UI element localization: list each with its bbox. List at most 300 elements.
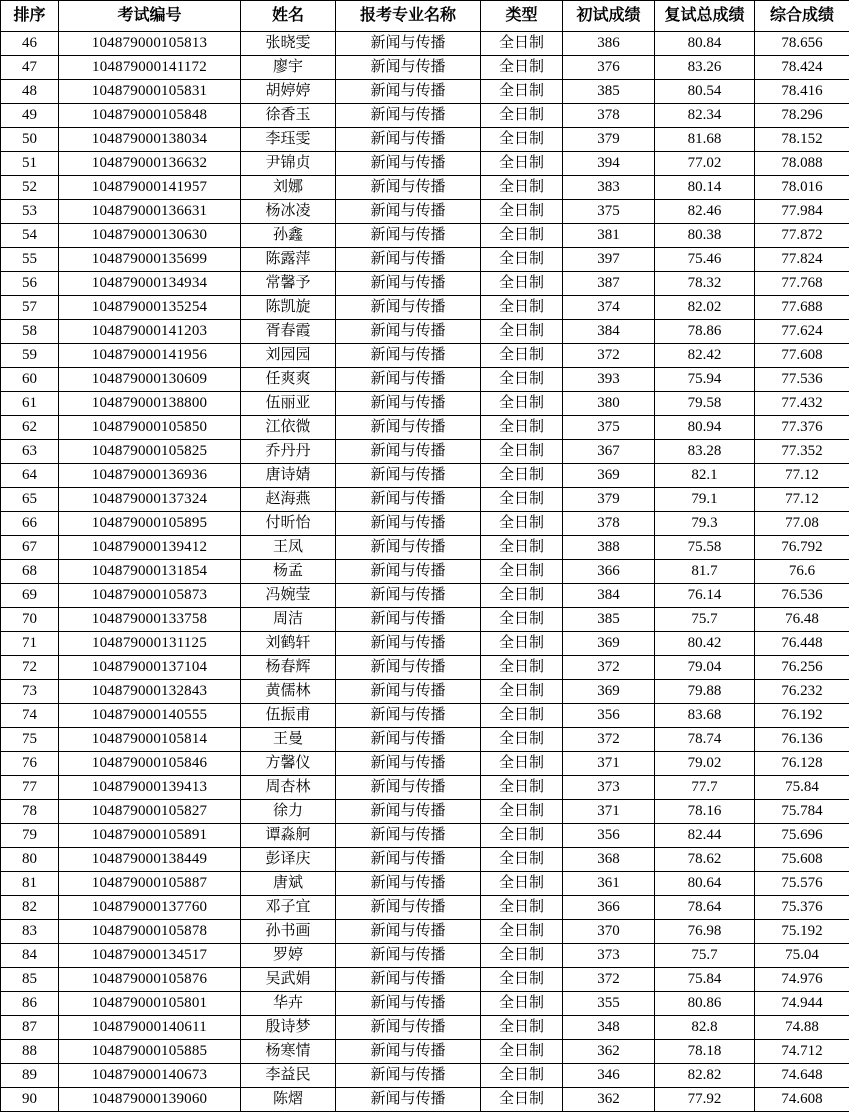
cell-exam-number: 104879000141956 — [59, 344, 241, 368]
cell-preliminary-score: 372 — [563, 344, 655, 368]
cell-total-score: 75.192 — [755, 920, 849, 944]
cell-preliminary-score: 368 — [563, 848, 655, 872]
cell-type: 全日制 — [481, 968, 563, 992]
cell-name: 吴武娟 — [241, 968, 336, 992]
cell-preliminary-score: 346 — [563, 1064, 655, 1088]
cell-total-score: 77.08 — [755, 512, 849, 536]
table-row — [1, 536, 849, 560]
cell-major: 新闻与传播 — [336, 704, 481, 728]
cell-rank: 55 — [1, 248, 59, 272]
cell-preliminary-score: 373 — [563, 944, 655, 968]
cell-retest-score: 81.68 — [655, 128, 755, 152]
cell-preliminary-score: 356 — [563, 704, 655, 728]
cell-type: 全日制 — [481, 632, 563, 656]
cell-name: 黄儒林 — [241, 680, 336, 704]
cell-total-score: 76.192 — [755, 704, 849, 728]
cell-preliminary-score: 387 — [563, 272, 655, 296]
cell-name: 谭淼舸 — [241, 824, 336, 848]
cell-exam-number: 104879000105850 — [59, 416, 241, 440]
table-row — [1, 896, 849, 920]
cell-rank: 66 — [1, 512, 59, 536]
cell-total-score: 74.88 — [755, 1016, 849, 1040]
cell-preliminary-score: 397 — [563, 248, 655, 272]
cell-retest-score: 83.28 — [655, 440, 755, 464]
cell-major: 新闻与传播 — [336, 512, 481, 536]
cell-rank: 90 — [1, 1088, 59, 1112]
cell-name: 王曼 — [241, 728, 336, 752]
cell-major: 新闻与传播 — [336, 728, 481, 752]
table-row — [1, 944, 849, 968]
cell-total-score: 77.872 — [755, 224, 849, 248]
cell-preliminary-score: 375 — [563, 200, 655, 224]
cell-name: 胡婷婷 — [241, 80, 336, 104]
cell-retest-score: 82.1 — [655, 464, 755, 488]
cell-rank: 72 — [1, 656, 59, 680]
cell-name: 刘鹤轩 — [241, 632, 336, 656]
cell-total-score: 74.712 — [755, 1040, 849, 1064]
cell-type: 全日制 — [481, 848, 563, 872]
cell-exam-number: 104879000139060 — [59, 1088, 241, 1112]
cell-type: 全日制 — [481, 272, 563, 296]
cell-total-score: 74.648 — [755, 1064, 849, 1088]
table-row — [1, 728, 849, 752]
cell-preliminary-score: 393 — [563, 368, 655, 392]
cell-rank: 82 — [1, 896, 59, 920]
cell-rank: 87 — [1, 1016, 59, 1040]
cell-rank: 52 — [1, 176, 59, 200]
cell-exam-number: 104879000134517 — [59, 944, 241, 968]
table-row — [1, 296, 849, 320]
cell-total-score: 74.944 — [755, 992, 849, 1016]
cell-rank: 76 — [1, 752, 59, 776]
cell-type: 全日制 — [481, 296, 563, 320]
cell-name: 伍振甫 — [241, 704, 336, 728]
cell-exam-number: 104879000141957 — [59, 176, 241, 200]
cell-type: 全日制 — [481, 776, 563, 800]
cell-rank: 63 — [1, 440, 59, 464]
table-row — [1, 776, 849, 800]
cell-total-score: 76.256 — [755, 656, 849, 680]
cell-total-score: 75.376 — [755, 896, 849, 920]
cell-name: 杨冰凌 — [241, 200, 336, 224]
cell-preliminary-score: 348 — [563, 1016, 655, 1040]
cell-preliminary-score: 361 — [563, 872, 655, 896]
cell-major: 新闻与传播 — [336, 416, 481, 440]
cell-exam-number: 104879000133758 — [59, 608, 241, 632]
cell-preliminary-score: 366 — [563, 560, 655, 584]
cell-major: 新闻与传播 — [336, 896, 481, 920]
cell-type: 全日制 — [481, 896, 563, 920]
table-row — [1, 1040, 849, 1064]
cell-total-score: 75.04 — [755, 944, 849, 968]
table-row — [1, 512, 849, 536]
cell-exam-number: 104879000105895 — [59, 512, 241, 536]
cell-major: 新闻与传播 — [336, 368, 481, 392]
cell-name: 周杏林 — [241, 776, 336, 800]
cell-exam-number: 104879000141172 — [59, 56, 241, 80]
cell-name: 刘娜 — [241, 176, 336, 200]
cell-exam-number: 104879000134934 — [59, 272, 241, 296]
cell-rank: 78 — [1, 800, 59, 824]
cell-type: 全日制 — [481, 488, 563, 512]
cell-exam-number: 104879000137760 — [59, 896, 241, 920]
cell-type: 全日制 — [481, 536, 563, 560]
cell-type: 全日制 — [481, 440, 563, 464]
cell-type: 全日制 — [481, 128, 563, 152]
cell-retest-score: 78.32 — [655, 272, 755, 296]
cell-exam-number: 104879000105846 — [59, 752, 241, 776]
table-row — [1, 992, 849, 1016]
table-row — [1, 392, 849, 416]
cell-exam-number: 104879000105848 — [59, 104, 241, 128]
table-row — [1, 224, 849, 248]
table-row — [1, 56, 849, 80]
cell-name: 伍丽亚 — [241, 392, 336, 416]
cell-retest-score: 80.38 — [655, 224, 755, 248]
cell-retest-score: 80.64 — [655, 872, 755, 896]
cell-preliminary-score: 366 — [563, 896, 655, 920]
cell-rank: 74 — [1, 704, 59, 728]
cell-total-score: 74.608 — [755, 1088, 849, 1112]
cell-exam-number: 104879000105885 — [59, 1040, 241, 1064]
cell-major: 新闻与传播 — [336, 656, 481, 680]
cell-total-score: 77.768 — [755, 272, 849, 296]
cell-retest-score: 80.84 — [655, 32, 755, 56]
cell-retest-score: 80.54 — [655, 80, 755, 104]
cell-major: 新闻与传播 — [336, 272, 481, 296]
cell-total-score: 78.016 — [755, 176, 849, 200]
cell-major: 新闻与传播 — [336, 440, 481, 464]
cell-type: 全日制 — [481, 176, 563, 200]
cell-preliminary-score: 355 — [563, 992, 655, 1016]
cell-name: 周洁 — [241, 608, 336, 632]
cell-retest-score: 83.68 — [655, 704, 755, 728]
cell-exam-number: 104879000105887 — [59, 872, 241, 896]
table-row — [1, 320, 849, 344]
cell-total-score: 76.48 — [755, 608, 849, 632]
cell-name: 孙书画 — [241, 920, 336, 944]
table-row — [1, 632, 849, 656]
cell-type: 全日制 — [481, 944, 563, 968]
table-row — [1, 488, 849, 512]
cell-name: 任爽爽 — [241, 368, 336, 392]
cell-rank: 61 — [1, 392, 59, 416]
cell-major: 新闻与传播 — [336, 752, 481, 776]
cell-name: 陈熠 — [241, 1088, 336, 1112]
cell-name: 尹锦贞 — [241, 152, 336, 176]
cell-retest-score: 82.82 — [655, 1064, 755, 1088]
cell-retest-score: 82.34 — [655, 104, 755, 128]
cell-retest-score: 75.84 — [655, 968, 755, 992]
table-row — [1, 32, 849, 56]
cell-retest-score: 82.02 — [655, 296, 755, 320]
cell-name: 杨寒情 — [241, 1040, 336, 1064]
cell-name: 李珏雯 — [241, 128, 336, 152]
cell-retest-score: 79.88 — [655, 680, 755, 704]
cell-rank: 49 — [1, 104, 59, 128]
cell-preliminary-score: 375 — [563, 416, 655, 440]
cell-major: 新闻与传播 — [336, 992, 481, 1016]
cell-rank: 81 — [1, 872, 59, 896]
cell-rank: 65 — [1, 488, 59, 512]
cell-exam-number: 104879000140555 — [59, 704, 241, 728]
cell-retest-score: 82.8 — [655, 1016, 755, 1040]
cell-retest-score: 80.86 — [655, 992, 755, 1016]
cell-retest-score: 77.7 — [655, 776, 755, 800]
cell-preliminary-score: 369 — [563, 632, 655, 656]
cell-name: 付昕怡 — [241, 512, 336, 536]
cell-exam-number: 104879000105891 — [59, 824, 241, 848]
cell-preliminary-score: 374 — [563, 296, 655, 320]
table-row — [1, 560, 849, 584]
cell-preliminary-score: 372 — [563, 656, 655, 680]
table-row — [1, 584, 849, 608]
cell-major: 新闻与传播 — [336, 80, 481, 104]
cell-rank: 85 — [1, 968, 59, 992]
cell-retest-score: 82.44 — [655, 824, 755, 848]
cell-type: 全日制 — [481, 728, 563, 752]
cell-rank: 84 — [1, 944, 59, 968]
table-row — [1, 440, 849, 464]
cell-total-score: 75.784 — [755, 800, 849, 824]
cell-retest-score: 79.04 — [655, 656, 755, 680]
cell-rank: 56 — [1, 272, 59, 296]
cell-preliminary-score: 362 — [563, 1088, 655, 1112]
cell-retest-score: 75.94 — [655, 368, 755, 392]
cell-total-score: 77.12 — [755, 488, 849, 512]
cell-rank: 53 — [1, 200, 59, 224]
cell-total-score: 77.984 — [755, 200, 849, 224]
cell-rank: 47 — [1, 56, 59, 80]
cell-rank: 67 — [1, 536, 59, 560]
cell-rank: 58 — [1, 320, 59, 344]
cell-major: 新闻与传播 — [336, 488, 481, 512]
cell-total-score: 77.608 — [755, 344, 849, 368]
cell-exam-number: 104879000132843 — [59, 680, 241, 704]
cell-type: 全日制 — [481, 320, 563, 344]
cell-rank: 88 — [1, 1040, 59, 1064]
table-row — [1, 608, 849, 632]
cell-preliminary-score: 385 — [563, 80, 655, 104]
cell-major: 新闻与传播 — [336, 248, 481, 272]
cell-rank: 73 — [1, 680, 59, 704]
cell-major: 新闻与传播 — [336, 560, 481, 584]
cell-preliminary-score: 380 — [563, 392, 655, 416]
cell-preliminary-score: 372 — [563, 968, 655, 992]
cell-total-score: 76.792 — [755, 536, 849, 560]
table-row — [1, 248, 849, 272]
cell-preliminary-score: 385 — [563, 608, 655, 632]
cell-name: 乔丹丹 — [241, 440, 336, 464]
table-row — [1, 464, 849, 488]
cell-type: 全日制 — [481, 464, 563, 488]
cell-exam-number: 104879000105831 — [59, 80, 241, 104]
column-header-name: 姓名 — [241, 1, 336, 32]
cell-name: 李益民 — [241, 1064, 336, 1088]
cell-rank: 54 — [1, 224, 59, 248]
cell-name: 刘园园 — [241, 344, 336, 368]
cell-name: 胥春霞 — [241, 320, 336, 344]
cell-major: 新闻与传播 — [336, 152, 481, 176]
cell-major: 新闻与传播 — [336, 128, 481, 152]
table-row — [1, 104, 849, 128]
cell-exam-number: 104879000140673 — [59, 1064, 241, 1088]
cell-preliminary-score: 370 — [563, 920, 655, 944]
cell-exam-number: 104879000105878 — [59, 920, 241, 944]
cell-major: 新闻与传播 — [336, 344, 481, 368]
cell-retest-score: 82.46 — [655, 200, 755, 224]
cell-major: 新闻与传播 — [336, 200, 481, 224]
cell-preliminary-score: 376 — [563, 56, 655, 80]
cell-type: 全日制 — [481, 152, 563, 176]
table-row — [1, 200, 849, 224]
table-row — [1, 680, 849, 704]
cell-preliminary-score: 383 — [563, 176, 655, 200]
cell-type: 全日制 — [481, 392, 563, 416]
cell-type: 全日制 — [481, 560, 563, 584]
cell-retest-score: 78.64 — [655, 896, 755, 920]
cell-name: 常馨予 — [241, 272, 336, 296]
cell-preliminary-score: 372 — [563, 728, 655, 752]
cell-name: 赵海燕 — [241, 488, 336, 512]
cell-name: 方馨仪 — [241, 752, 336, 776]
table-row — [1, 656, 849, 680]
cell-preliminary-score: 381 — [563, 224, 655, 248]
cell-major: 新闻与传播 — [336, 584, 481, 608]
cell-preliminary-score: 367 — [563, 440, 655, 464]
cell-name: 徐香玉 — [241, 104, 336, 128]
cell-total-score: 76.536 — [755, 584, 849, 608]
table-row — [1, 968, 849, 992]
table-row — [1, 872, 849, 896]
cell-total-score: 76.128 — [755, 752, 849, 776]
cell-exam-number: 104879000105825 — [59, 440, 241, 464]
cell-retest-score: 79.58 — [655, 392, 755, 416]
cell-name: 殷诗梦 — [241, 1016, 336, 1040]
cell-exam-number: 104879000138800 — [59, 392, 241, 416]
cell-major: 新闻与传播 — [336, 608, 481, 632]
cell-major: 新闻与传播 — [336, 920, 481, 944]
cell-exam-number: 104879000130609 — [59, 368, 241, 392]
table-header-row — [1, 1, 849, 32]
cell-rank: 75 — [1, 728, 59, 752]
cell-preliminary-score: 384 — [563, 584, 655, 608]
cell-type: 全日制 — [481, 1088, 563, 1112]
cell-retest-score: 79.3 — [655, 512, 755, 536]
cell-rank: 60 — [1, 368, 59, 392]
column-header-preliminary-score: 初试成绩 — [563, 1, 655, 32]
cell-name: 彭译庆 — [241, 848, 336, 872]
cell-major: 新闻与传播 — [336, 1016, 481, 1040]
cell-rank: 48 — [1, 80, 59, 104]
cell-rank: 50 — [1, 128, 59, 152]
cell-total-score: 75.84 — [755, 776, 849, 800]
cell-type: 全日制 — [481, 416, 563, 440]
cell-preliminary-score: 394 — [563, 152, 655, 176]
cell-type: 全日制 — [481, 1040, 563, 1064]
cell-total-score: 77.352 — [755, 440, 849, 464]
cell-total-score: 77.824 — [755, 248, 849, 272]
cell-total-score: 75.696 — [755, 824, 849, 848]
table-row — [1, 344, 849, 368]
cell-major: 新闻与传播 — [336, 944, 481, 968]
cell-type: 全日制 — [481, 56, 563, 80]
cell-type: 全日制 — [481, 920, 563, 944]
cell-name: 孙鑫 — [241, 224, 336, 248]
table-row — [1, 128, 849, 152]
cell-type: 全日制 — [481, 368, 563, 392]
cell-exam-number: 104879000131125 — [59, 632, 241, 656]
cell-rank: 69 — [1, 584, 59, 608]
cell-retest-score: 83.26 — [655, 56, 755, 80]
cell-total-score: 78.424 — [755, 56, 849, 80]
cell-total-score: 77.536 — [755, 368, 849, 392]
cell-major: 新闻与传播 — [336, 104, 481, 128]
cell-exam-number: 104879000136631 — [59, 200, 241, 224]
column-header-rank: 排序 — [1, 1, 59, 32]
cell-preliminary-score: 379 — [563, 128, 655, 152]
cell-rank: 71 — [1, 632, 59, 656]
cell-type: 全日制 — [481, 680, 563, 704]
cell-total-score: 75.576 — [755, 872, 849, 896]
cell-major: 新闻与传播 — [336, 1040, 481, 1064]
cell-total-score: 78.296 — [755, 104, 849, 128]
cell-major: 新闻与传播 — [336, 968, 481, 992]
cell-type: 全日制 — [481, 872, 563, 896]
cell-exam-number: 104879000136632 — [59, 152, 241, 176]
cell-name: 廖宇 — [241, 56, 336, 80]
cell-exam-number: 104879000105801 — [59, 992, 241, 1016]
cell-type: 全日制 — [481, 1064, 563, 1088]
cell-preliminary-score: 373 — [563, 776, 655, 800]
cell-type: 全日制 — [481, 200, 563, 224]
column-header-major: 报考专业名称 — [336, 1, 481, 32]
cell-total-score: 77.688 — [755, 296, 849, 320]
cell-preliminary-score: 369 — [563, 464, 655, 488]
column-header-type: 类型 — [481, 1, 563, 32]
cell-preliminary-score: 356 — [563, 824, 655, 848]
cell-exam-number: 104879000139412 — [59, 536, 241, 560]
cell-retest-score: 81.7 — [655, 560, 755, 584]
table-header — [1, 1, 849, 32]
cell-exam-number: 104879000138449 — [59, 848, 241, 872]
cell-type: 全日制 — [481, 512, 563, 536]
cell-exam-number: 104879000135699 — [59, 248, 241, 272]
cell-rank: 57 — [1, 296, 59, 320]
cell-major: 新闻与传播 — [336, 848, 481, 872]
cell-retest-score: 78.74 — [655, 728, 755, 752]
cell-exam-number: 104879000135254 — [59, 296, 241, 320]
cell-rank: 89 — [1, 1064, 59, 1088]
cell-rank: 79 — [1, 824, 59, 848]
cell-exam-number: 104879000140611 — [59, 1016, 241, 1040]
table-row — [1, 272, 849, 296]
cell-total-score: 77.12 — [755, 464, 849, 488]
cell-total-score: 76.6 — [755, 560, 849, 584]
cell-type: 全日制 — [481, 224, 563, 248]
cell-rank: 46 — [1, 32, 59, 56]
cell-preliminary-score: 378 — [563, 104, 655, 128]
cell-exam-number: 104879000137104 — [59, 656, 241, 680]
cell-retest-score: 77.02 — [655, 152, 755, 176]
table-row — [1, 752, 849, 776]
cell-total-score: 76.448 — [755, 632, 849, 656]
cell-name: 邓子宜 — [241, 896, 336, 920]
cell-type: 全日制 — [481, 752, 563, 776]
table-row — [1, 1016, 849, 1040]
cell-type: 全日制 — [481, 1016, 563, 1040]
cell-exam-number: 104879000139413 — [59, 776, 241, 800]
